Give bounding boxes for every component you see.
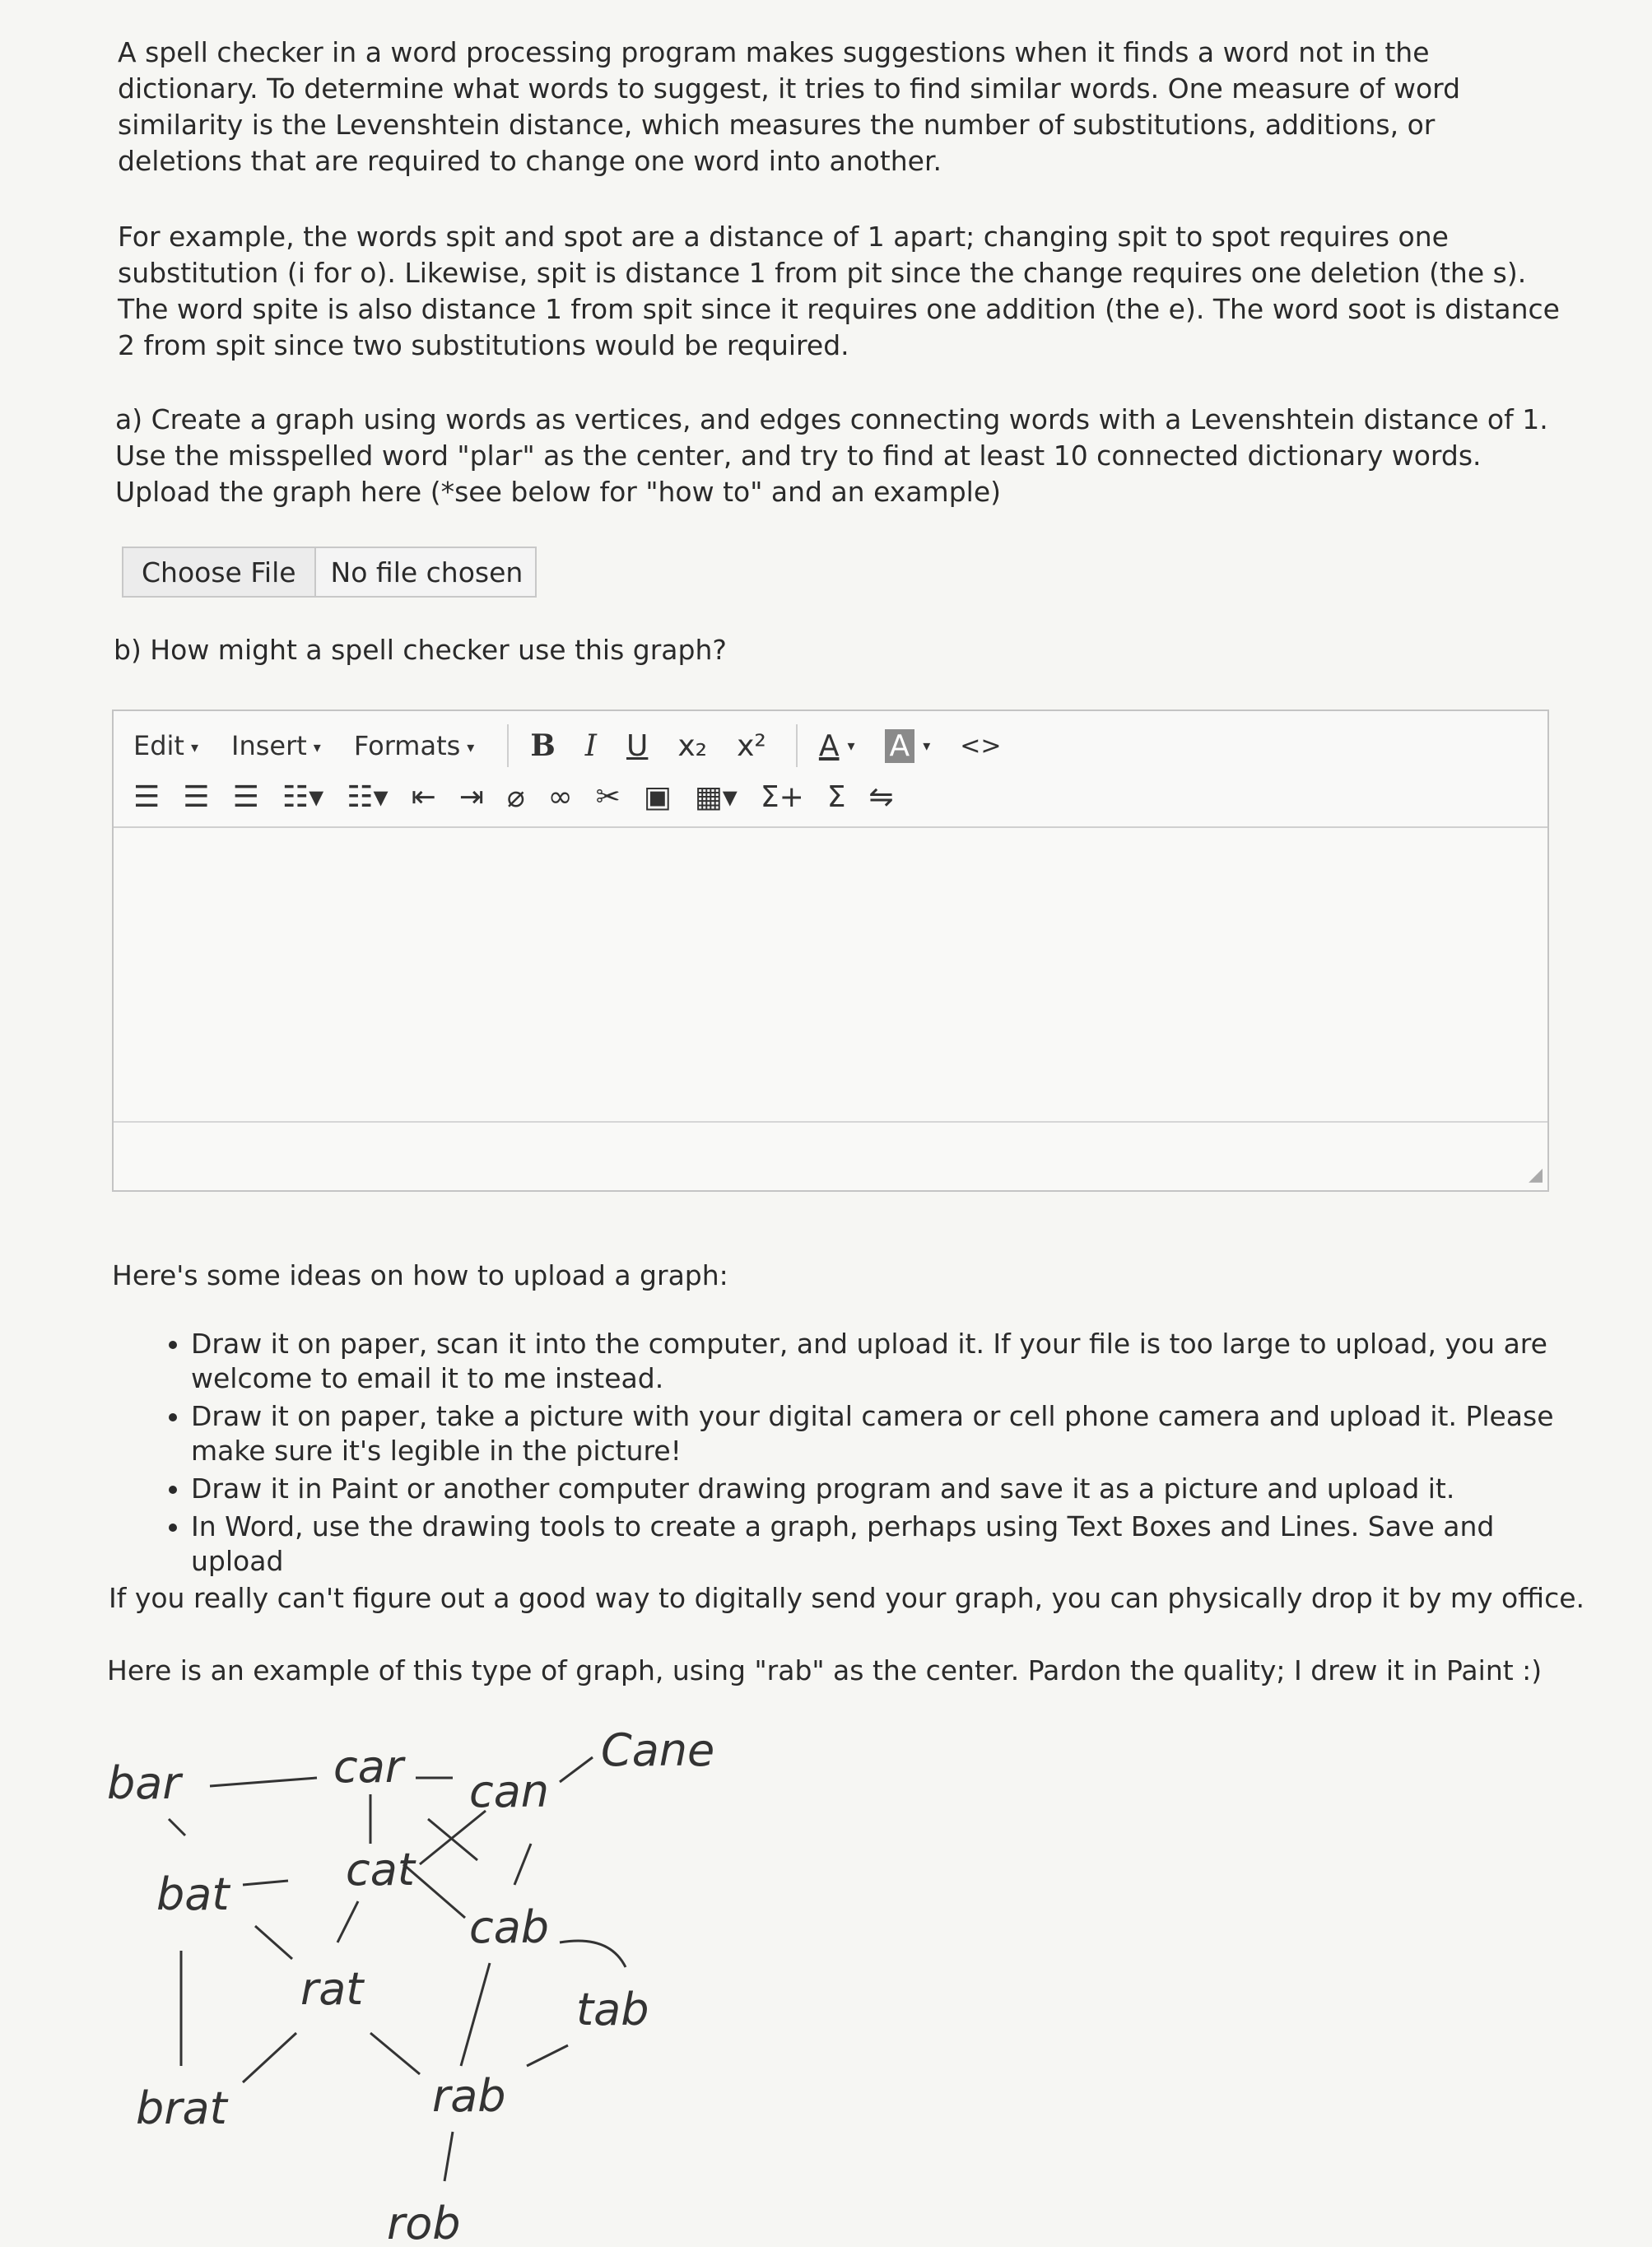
list-item: • Draw it on paper, take a picture with your digital camera or cell phone camera and upload it. Please make sure it's legible in the picture! <box>191 1399 1590 1468</box>
numbered-list-icon[interactable]: ☷▾ <box>347 779 389 814</box>
source-code-button[interactable]: <> <box>960 731 1002 761</box>
office-note: If you really can't figure out a good way to digitally send your graph, you can physically drop it by my office. <box>109 1582 1585 1614</box>
edge-cab-tab <box>560 1941 626 1967</box>
toolbar-row-1 <box>133 723 1031 769</box>
edge-bar-bat <box>169 1819 185 1835</box>
edge-rab-rob <box>444 2132 453 2181</box>
word-cane: Cane <box>601 1724 715 1776</box>
edit-menu[interactable]: Edit ▾ <box>133 730 199 761</box>
align-left-icon[interactable]: ☰ <box>133 779 161 814</box>
edge-rat-rab <box>370 2033 420 2074</box>
edge-car-cab <box>428 1819 477 1860</box>
toolbar-divider <box>796 724 798 767</box>
chevron-down-icon: ▾ <box>467 738 475 756</box>
rich-text-editor <box>112 709 1549 1192</box>
chevron-down-icon: ▾ <box>190 738 199 756</box>
chevron-down-icon[interactable]: ▾ <box>923 737 931 755</box>
align-right-icon[interactable]: ☰ <box>232 779 259 814</box>
table-icon[interactable]: ▦▾ <box>694 779 738 814</box>
text-color-button[interactable]: A <box>818 728 840 763</box>
edge-tab-rab <box>527 2045 568 2066</box>
italic-button[interactable]: I <box>584 728 597 763</box>
word-car: car <box>333 1741 403 1793</box>
word-cat: cat <box>346 1844 415 1896</box>
example-graph <box>99 1720 774 2247</box>
direction-icon[interactable]: ⇋ <box>868 779 894 814</box>
word-rat: rat <box>300 1963 364 2015</box>
question-part-a: a) Create a graph using words as vertices, and edges connecting words with a Levenshtein distance of 1. Use the misspelled word "plar" as the center, and try to find at least 10 connected dictionary words. Upload the graph here (*see below for "how to" and an example) <box>115 403 1548 508</box>
word-cab: cab <box>469 1901 550 1953</box>
edge-cab-rab <box>461 1963 490 2066</box>
unlink-icon[interactable]: ✂ <box>595 779 621 814</box>
sigma-icon[interactable]: Σ <box>826 779 846 814</box>
attach-icon[interactable]: ⌀ <box>506 779 525 814</box>
insert-menu[interactable]: Insert ▾ <box>231 730 321 761</box>
outdent-icon[interactable]: ⇤ <box>411 779 436 814</box>
edge-brat-rat <box>243 2033 296 2082</box>
list-item: • Draw it in Paint or another computer drawing program and save it as a picture and upload it. <box>191 1472 1590 1506</box>
editor-statusbar <box>114 1123 1547 1189</box>
word-brat: brat <box>136 2082 227 2134</box>
word-bat: bat <box>156 1868 230 1920</box>
question-part-b: b) How might a spell checker use this graph? <box>114 634 727 666</box>
editor-body[interactable] <box>114 828 1547 1123</box>
edge-bat-cat <box>243 1881 288 1885</box>
toolbar-divider <box>507 724 509 767</box>
word-bar: bar <box>107 1757 181 1809</box>
image-icon[interactable]: ▣ <box>643 779 672 814</box>
background-color-button[interactable]: A <box>885 729 915 763</box>
indent-icon[interactable]: ⇥ <box>458 779 484 814</box>
chevron-down-icon[interactable]: ▾ <box>847 737 855 755</box>
edge-bar-car <box>210 1778 317 1786</box>
word-tab: tab <box>576 1984 649 2035</box>
link-icon[interactable]: ∞ <box>547 779 573 814</box>
upload-ideas-list <box>156 1327 1590 1582</box>
example-note: Here is an example of this type of graph, using "rab" as the center. Pardon the quality; I drew it in Paint :) <box>107 1654 1543 1686</box>
superscript-button[interactable]: x² <box>737 728 766 763</box>
word-rab: rab <box>432 2070 506 2122</box>
align-center-icon[interactable]: ☰ <box>183 779 210 814</box>
toolbar-row-2 <box>133 774 917 820</box>
resize-handle-icon[interactable]: ◢ <box>1529 1165 1543 1185</box>
equation-icon[interactable]: Σ+ <box>760 779 804 814</box>
list-item: • In Word, use the drawing tools to create a graph, perhaps using Text Boxes and Lines. Save and upload <box>191 1510 1590 1579</box>
bullet-list-icon[interactable]: ☷▾ <box>282 779 324 814</box>
edge-can-cab <box>514 1844 531 1885</box>
edge-bat-rat <box>255 1926 292 1959</box>
chevron-down-icon: ▾ <box>313 738 321 756</box>
edge-can-cane <box>560 1757 593 1782</box>
formats-menu[interactable]: Formats ▾ <box>353 730 475 761</box>
question-example: For example, the words spit and spot are a distance of 1 apart; changing spit to spot requires one substitution (i for o). Likewise, spit is distance 1 from pit since the change requires one deletion (the s). The word spite is also distance 1 from spit since it requires one addition (the e). The word soot is distance 2 from spit since two substitutions would be required. <box>118 221 1560 361</box>
word-can: can <box>469 1766 550 1817</box>
list-item: • Draw it on paper, scan it into the computer, and upload it. If your file is too large to upload, you are welcome to email it to me instead. <box>191 1327 1590 1396</box>
bold-button[interactable]: B <box>530 728 556 763</box>
underline-button[interactable]: U <box>626 728 649 763</box>
subscript-button[interactable]: x₂ <box>677 728 708 763</box>
word-rob: rob <box>387 2198 461 2247</box>
file-upload <box>122 547 537 598</box>
upload-ideas-heading: Here's some ideas on how to upload a graph: <box>112 1259 728 1291</box>
editor-toolbar <box>114 711 1547 828</box>
question-intro: A spell checker in a word processing program makes suggestions when it finds a word not in the dictionary. To determine what words to suggest, it tries to find similar words. One measure of word similarity is the Levenshtein distance, which measures the number of substitutions, additions, or deletions that are required to change one word into another. <box>118 36 1461 177</box>
file-status: No file chosen <box>330 556 524 588</box>
choose-file-button[interactable]: Choose File <box>123 548 316 596</box>
edge-cat-rat <box>337 1901 358 1942</box>
